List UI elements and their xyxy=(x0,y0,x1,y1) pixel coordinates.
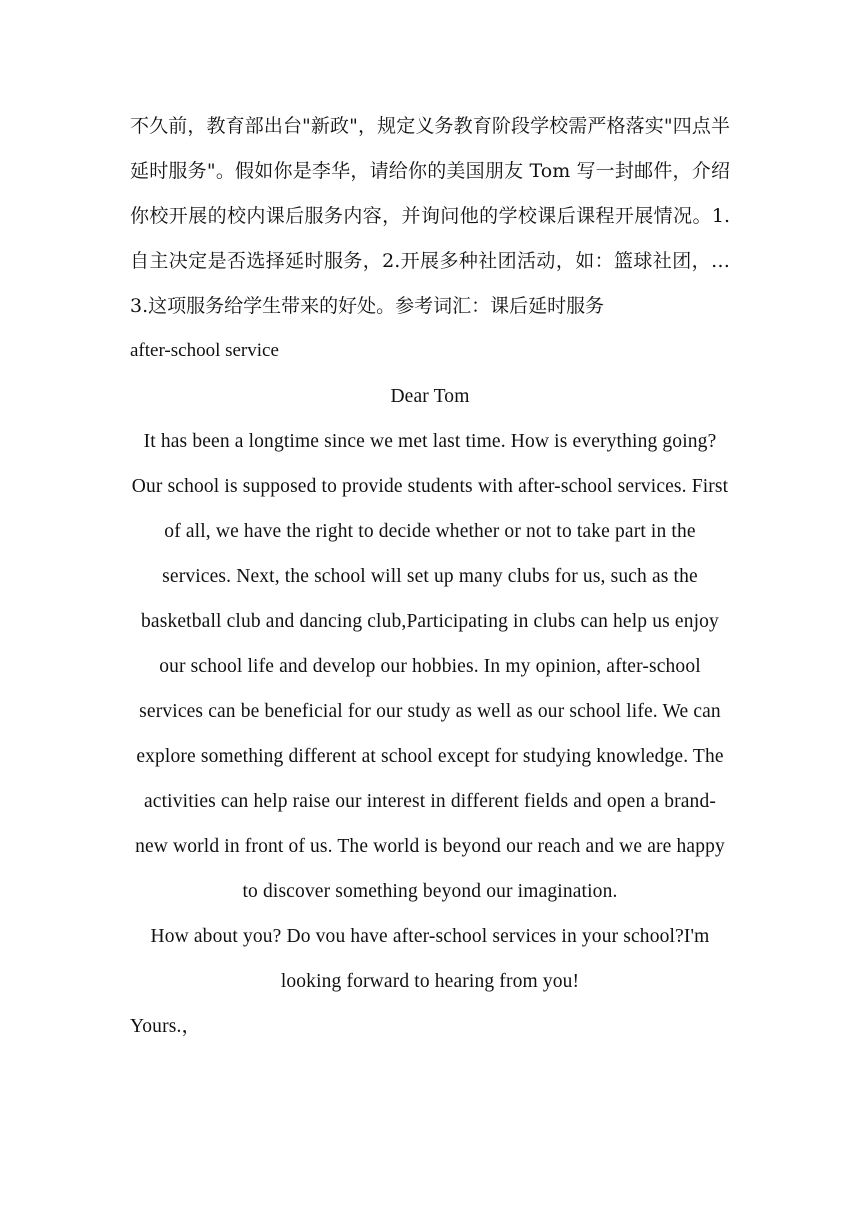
letter-closing: Yours.， xyxy=(130,1016,202,1037)
letter-body-paragraph-2: How about you? Do vou have after-school services in your school?I'm looking forward to hearing from you! xyxy=(150,926,710,992)
email-letter xyxy=(130,374,730,1049)
letter-body-paragraph-1: It has been a longtime since we met last time. How is everything going? Our school is supposed to provide students with after-school services. First of all, we have the right to decide whether or not to take part in the services. Next, the school will set up many clubs for us, such as the basketball club and dancing club,Participating in clubs can help us enjoy our school life and develop our hobbies. In my opinion, after-school services can be beneficial for our study as well as our school life. We can explore something different at school except for studying knowledge. The activities can help raise our interest in different fields and open a brand-new world in front of us. The world is beyond our reach and we are happy to discover something beyond our imagination. xyxy=(131,431,729,902)
writing-prompt xyxy=(130,104,730,329)
document-page xyxy=(130,104,730,1049)
prompt-term: after-school service xyxy=(130,340,279,361)
prompt-text: 不久前，教育部出台"新政"，规定义务教育阶段学校需严格落实"四点半延时服务"。假如你是李华，请给你的美国朋友 Tom 写一封邮件，介绍你校开展的校内课后服务内容，并询问他的学校课后课程开展情况。1.自主决定是否选择延时服务，2.开展多种社团活动，如：篮球社团，…3.这项服务给学生带来的好处。参考词汇：课后延时服务 xyxy=(130,115,730,317)
letter-greeting: Dear Tom xyxy=(390,386,470,407)
